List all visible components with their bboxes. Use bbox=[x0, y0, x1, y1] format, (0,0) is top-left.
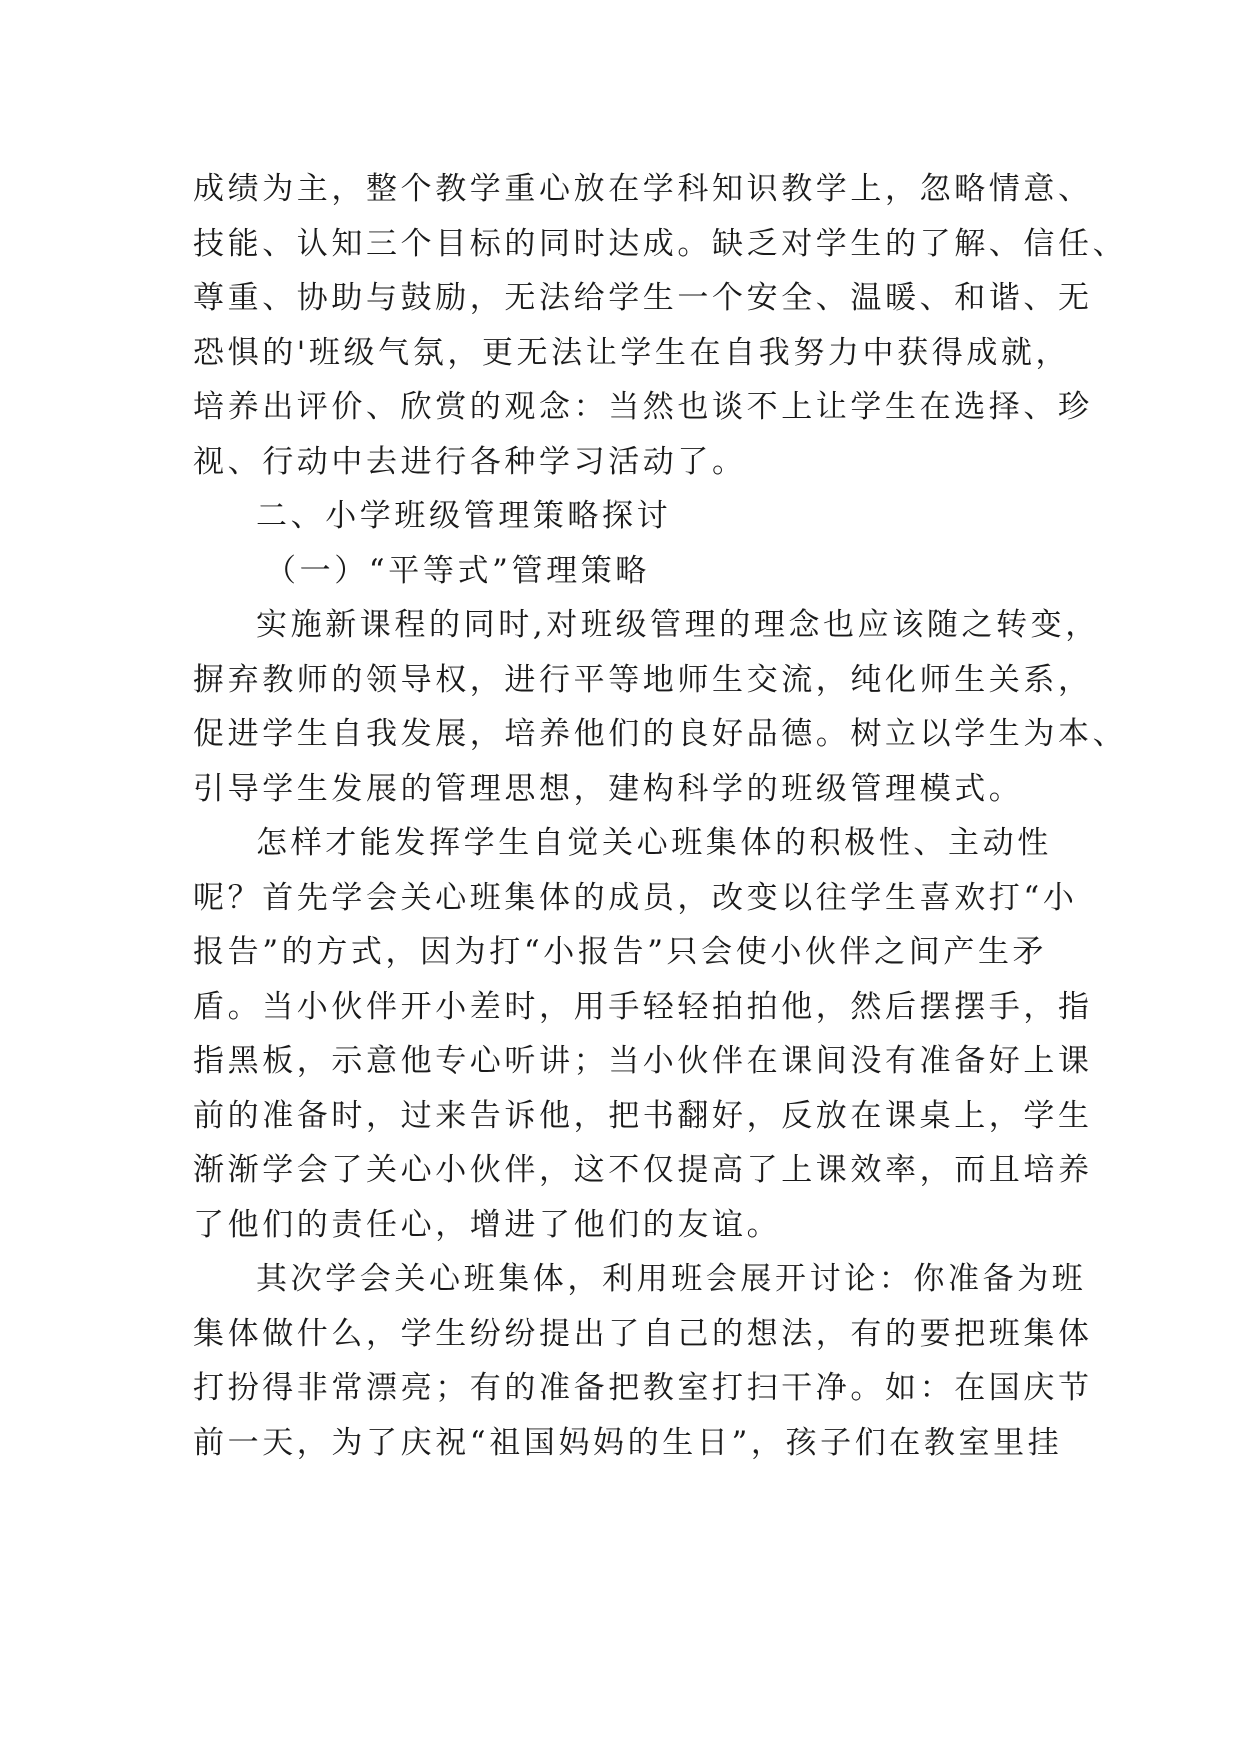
paragraph-line: 恐惧的'班级气氛，更无法让学生在自我努力中获得成就， bbox=[193, 334, 1071, 371]
paragraph-line: 怎样才能发挥学生自觉关心班集体的积极性、主动性 bbox=[256, 825, 1052, 861]
paragraph-line: 了他们的责任心，增进了他们的友谊。 bbox=[193, 1206, 782, 1243]
paragraph-line: 呢？首先学会关心班集体的成员，改变以往学生喜欢打“小 bbox=[193, 879, 1078, 916]
paragraph-line: 成绩为主，整个教学重心放在学科知识教学上，忽略情意、 bbox=[193, 171, 1093, 207]
paragraph-line: 渐渐学会了关心小伙伴，这不仅提高了上课效率，而且培养 bbox=[193, 1152, 1093, 1188]
subsection-heading: （一）“平等式”管理策略 bbox=[265, 552, 650, 589]
paragraph-line: 尊重、协助与鼓励，无法给学生一个安全、温暖、和谐、无 bbox=[193, 280, 1093, 316]
paragraph-line: 其次学会关心班集体，利用班会展开讨论：你准备为班 bbox=[256, 1261, 1087, 1297]
paragraph-line: 培养出评价、欣赏的观念：当然也谈不上让学生在选择、珍 bbox=[193, 389, 1093, 425]
paragraph-line: 盾。当小伙伴开小差时，用手轻轻拍拍他，然后摆摆手，指 bbox=[193, 988, 1093, 1025]
paragraph-line: 指黑板，示意他专心听讲；当小伙伴在课间没有准备好上课 bbox=[193, 1043, 1093, 1079]
paragraph-line: 技能、认知三个目标的同时达成。缺乏对学生的了解、信任、 bbox=[193, 225, 1128, 262]
paragraph-line: 前的准备时，过来告诉他，把书翻好，反放在课桌上，学生 bbox=[193, 1097, 1093, 1134]
section-heading: 二、小学班级管理策略探讨 bbox=[256, 498, 672, 534]
body-text bbox=[193, 162, 1128, 1470]
paragraph-line: 摒弃教师的领导权，进行平等地师生交流，纯化师生关系， bbox=[193, 661, 1093, 698]
paragraph-line: 实施新课程的同时,对班级管理的理念也应该随之转变， bbox=[256, 607, 1100, 643]
paragraph-line: 视、行动中去进行各种学习活动了。 bbox=[193, 443, 747, 480]
paragraph-line: 促进学生自我发展，培养他们的良好品德。树立以学生为本、 bbox=[193, 716, 1128, 752]
paragraph-line: 引导学生发展的管理思想，建构科学的班级管理模式。 bbox=[193, 770, 1024, 807]
paragraph-line: 报告”的方式，因为打“小报告”只会使小伙伴之间产生矛 bbox=[193, 934, 1048, 970]
paragraph-line: 前一天，为了庆祝“祖国妈妈的生日”，孩子们在教室里挂 bbox=[193, 1424, 1063, 1461]
paragraph-line: 打扮得非常漂亮；有的准备把教室打扫干净。如：在国庆节 bbox=[193, 1370, 1093, 1406]
paragraph-line: 集体做什么，学生纷纷提出了自己的想法，有的要把班集体 bbox=[193, 1315, 1093, 1352]
